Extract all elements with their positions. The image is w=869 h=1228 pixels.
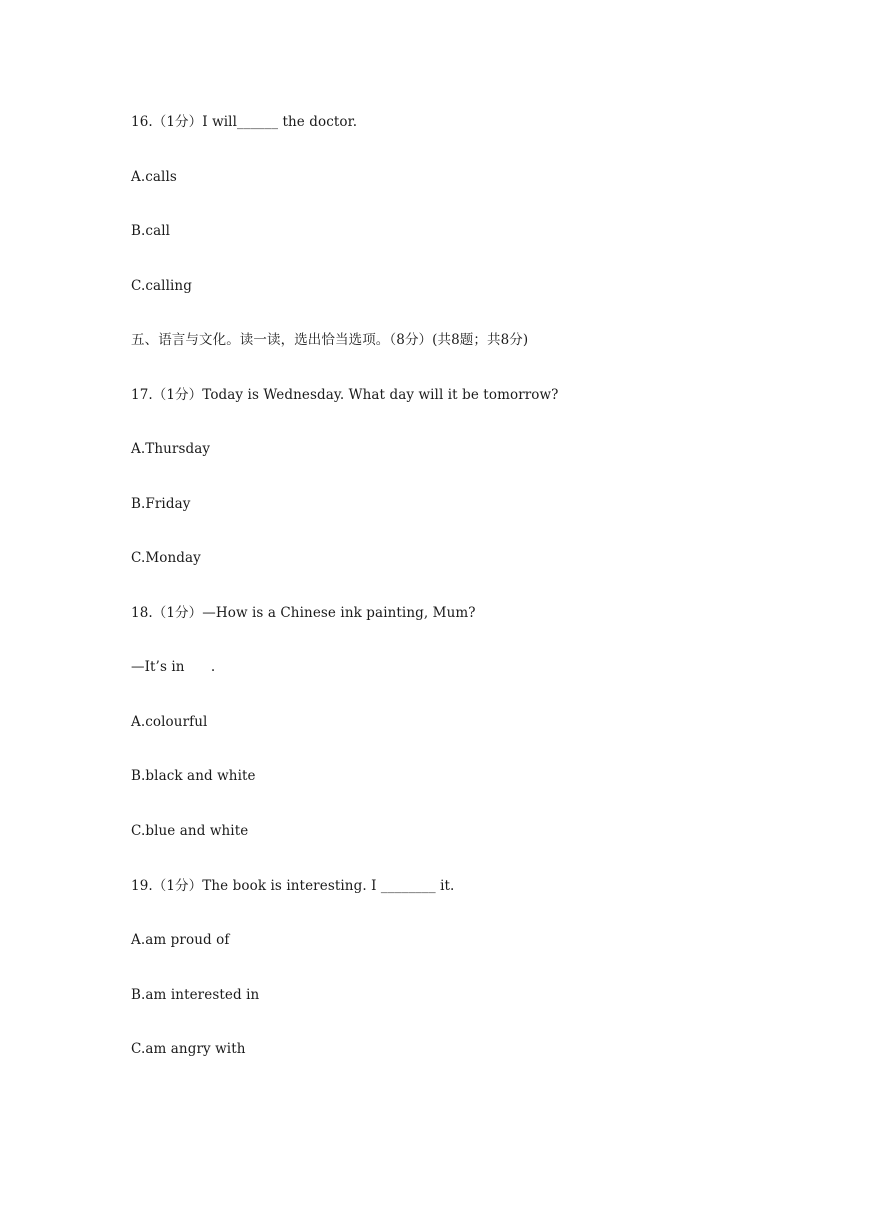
option-16-b: B.call xyxy=(131,223,171,239)
question-18-answer-line: —It’s in . xyxy=(131,659,216,675)
question-16: 16.（1分）I will______ the doctor. xyxy=(131,114,358,130)
option-18-a: A.colourful xyxy=(131,714,208,730)
option-17-b: B.Friday xyxy=(131,496,191,512)
option-19-b: B.am interested in xyxy=(131,987,260,1003)
option-19-c: C.am angry with xyxy=(131,1041,246,1057)
option-16-c: C.calling xyxy=(131,278,192,294)
option-17-a: A.Thursday xyxy=(131,441,211,457)
option-19-a: A.am proud of xyxy=(131,932,230,948)
question-19: 19.（1分）The book is interesting. I ________ it. xyxy=(131,878,455,894)
option-17-c: C.Monday xyxy=(131,550,201,566)
question-18: 18.（1分）—How is a Chinese ink painting, Mum? xyxy=(131,605,476,621)
option-16-a: A.calls xyxy=(131,169,177,185)
option-18-c: C.blue and white xyxy=(131,823,249,839)
question-17: 17.（1分）Today is Wednesday. What day will it be tomorrow? xyxy=(131,387,559,403)
option-18-b: B.black and white xyxy=(131,768,256,784)
section-5-heading: 五、语言与文化。读一读，选出恰当选项。（8分）(共8题；共8分) xyxy=(131,332,529,348)
